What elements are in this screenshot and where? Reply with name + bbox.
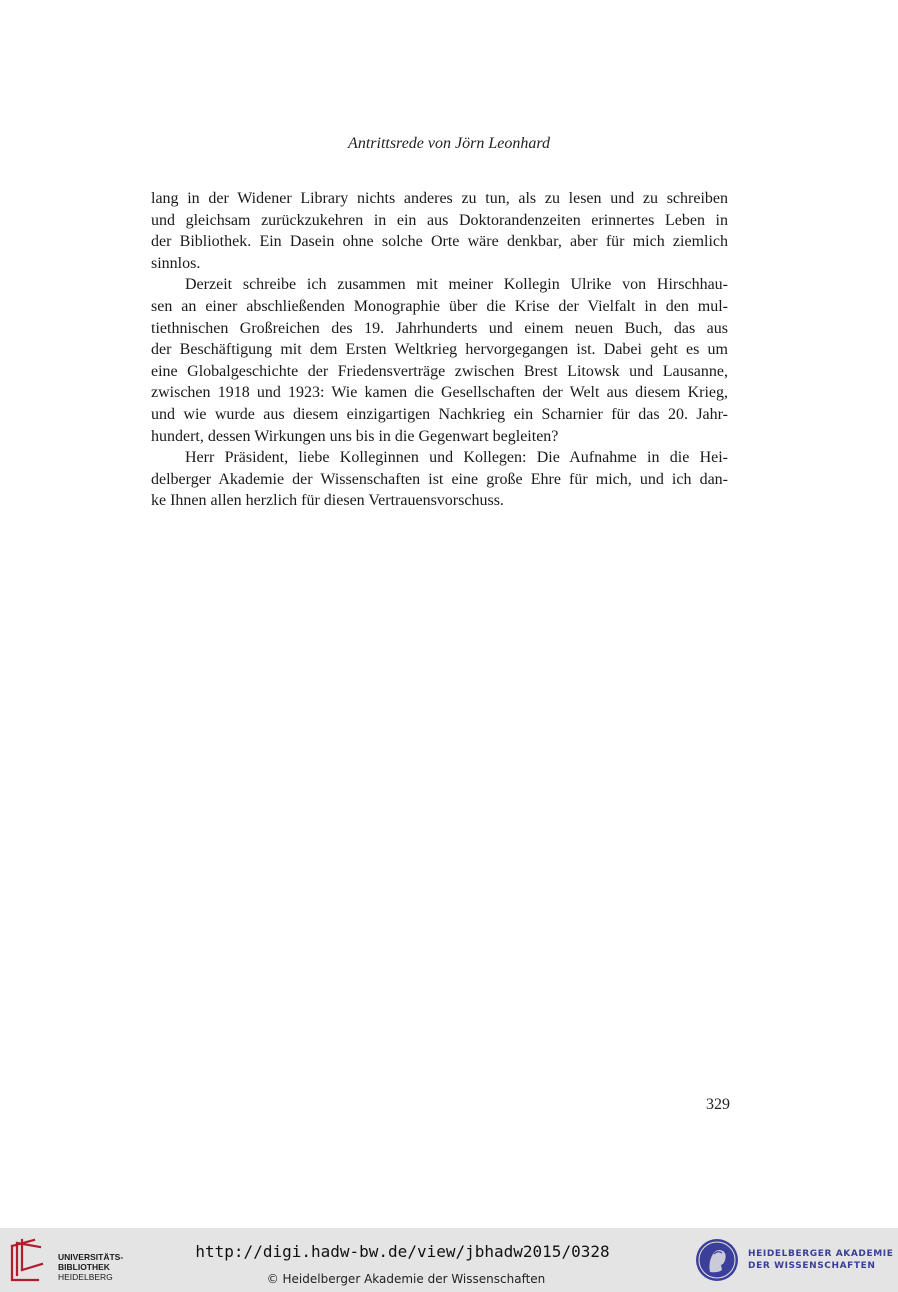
text-line: eine Globalgeschichte der Friedensverträge zwischen Brest Litowsk und Lausanne, [151,362,728,380]
ub-logo-text: UNIVERSITÄTS- BIBLIOTHEK HEIDELBERG [58,1252,124,1282]
text-line: Derzeit schreibe ich zusammen mit meiner Kollegin Ulrike von Hirschhau- [185,276,728,294]
footer-bar [0,1228,898,1292]
text-line: tiethnischen Großreichen des 19. Jahrhunderts und einem neuen Buch, das aus [151,319,728,337]
text-line: ke Ihnen allen herzlich für diesen Vertrauensvorschuss. [151,492,504,510]
hadw-logo-text: HEIDELBERGER AKADEMIE DER WISSENSCHAFTEN [748,1249,894,1271]
text-line: der Beschäftigung mit dem Ersten Weltkrieg hervorgegangen ist. Dabei geht es um [151,341,728,359]
running-header: Antrittsrede von Jörn Leonhard [348,135,550,152]
copyright-notice: © Heidelberger Akademie der Wissenschaften [266,1272,546,1286]
text-line: lang in der Widener Library nichts anderes zu tun, als zu lesen und zu schreiben [151,190,728,207]
paragraph [151,274,728,447]
paragraph [151,188,728,274]
text-line: delberger Akademie der Wissenschaften ist eine große Ehre für mich, und ich dan- [151,470,728,488]
text-line: und gleichsam zurückzukehren in ein aus Doktorandenzeiten erinnertes Leben in [151,211,728,229]
text-line: Herr Präsident, liebe Kolleginnen und Kollegen: Die Aufnahme in die Hei- [185,449,728,467]
text-line: und wie wurde aus diesem einzigartigen Nachkrieg ein Scharnier für das 20. Jahr- [151,405,728,423]
paragraph [151,447,728,512]
text-line: der Bibliothek. Ein Dasein ohne solche Orte wäre denkbar, aber für mich ziemlich [151,233,728,251]
page-number: 329 [706,1096,730,1113]
text-line: hundert, dessen Wirkungen uns bis in die Gegenwart begleiten? [151,427,559,445]
body-text [151,188,728,512]
text-line: sinnlos. [151,254,201,272]
hadw-seal-icon[interactable] [694,1236,740,1284]
source-url-link[interactable]: http://digi.hadw-bw.de/view/jbhadw2015/0328 [195,1242,610,1261]
text-line: sen an einer abschließenden Monographie über die Krise der Vielfalt in den mul- [151,297,728,315]
text-line: zwischen 1918 und 1923: Wie kamen die Gesellschaften der Welt aus diesem Krieg, [151,384,728,402]
